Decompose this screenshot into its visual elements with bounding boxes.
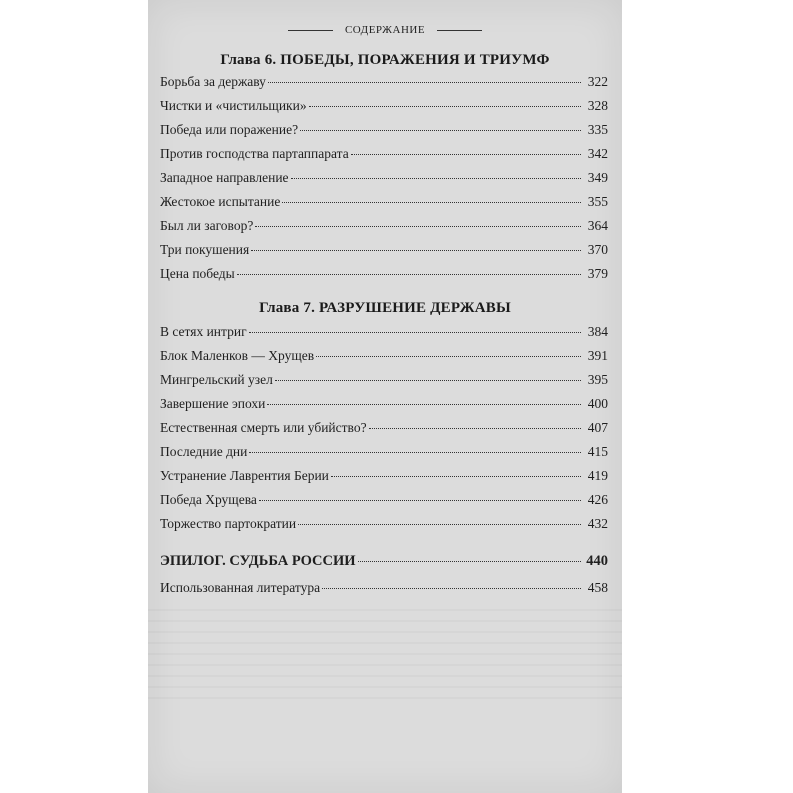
toc-entry-label: Цена победы [160, 266, 235, 281]
dot-leader [358, 561, 581, 562]
dot-leader [251, 250, 581, 251]
toc-entry-page: 400 [587, 396, 608, 411]
toc-entry-page: 364 [587, 218, 608, 233]
toc-entry-label: Западное направление [160, 170, 289, 185]
toc-entry[interactable] [160, 122, 608, 142]
toc-entry-page: 415 [587, 444, 608, 459]
chapter-6-heading: Глава 6. ПОБЕДЫ, ПОРАЖЕНИЯ И ТРИУМФ [220, 52, 550, 68]
toc-entry[interactable] [160, 98, 608, 118]
toc-entry-label: Победа Хрущева [160, 492, 257, 507]
toc-entry[interactable] [160, 146, 608, 166]
toc-entry-label: Блок Маленков — Хрущев [160, 348, 315, 363]
toc-entry[interactable] [160, 266, 608, 286]
dot-leader [291, 178, 581, 179]
running-header [148, 20, 622, 40]
toc-entry-page: 384 [587, 324, 608, 339]
dot-leader [237, 274, 581, 275]
toc-entry-page: 407 [587, 420, 608, 435]
toc-entry-page: 440 [586, 553, 608, 569]
toc-entry-label: Победа или поражение? [160, 122, 299, 137]
toc-entry-page: 349 [587, 170, 608, 185]
dot-leader [249, 452, 581, 453]
toc-entry-label: Чистки и «чистильщики» [160, 98, 307, 113]
toc-entry-label: Использованная литература [160, 580, 321, 595]
toc-entry[interactable] [160, 468, 608, 488]
toc-entry-label: Был ли заговор? [160, 218, 254, 233]
toc-entry-bibliography[interactable] [160, 580, 608, 600]
toc-entry-epilogue[interactable] [160, 553, 608, 573]
toc-entry-label: Против господства партаппарата [160, 146, 349, 161]
dot-leader [369, 428, 581, 429]
toc-entry[interactable] [160, 420, 608, 440]
dot-leader [300, 130, 581, 131]
toc-entry-page: 458 [587, 580, 608, 595]
dot-leader [268, 82, 581, 83]
toc-entry[interactable] [160, 372, 608, 392]
dot-leader [249, 332, 581, 333]
toc-entry[interactable] [160, 242, 608, 262]
header-title: СОДЕРЖАНИЕ [344, 24, 426, 36]
toc-entry-page: 342 [587, 146, 608, 161]
toc-entry-page: 379 [587, 266, 608, 281]
dot-leader [255, 226, 581, 227]
toc-entry-label: Естественная смерть или убийство? [160, 420, 367, 435]
toc-entry-page: 419 [587, 468, 608, 483]
header-rule-left [288, 30, 333, 31]
dot-leader [259, 500, 581, 501]
dot-leader [282, 202, 581, 203]
toc-entry-page: 432 [587, 516, 608, 531]
chapter-7-heading: Глава 7. РАЗРУШЕНИЕ ДЕРЖАВЫ [259, 300, 511, 316]
toc-entry-page: 328 [587, 98, 608, 113]
toc-entry-label: В сетях интриг [160, 324, 247, 339]
toc-entry[interactable] [160, 170, 608, 190]
toc-entry[interactable] [160, 396, 608, 416]
book-page [148, 0, 622, 793]
dot-leader [316, 356, 581, 357]
dot-leader [267, 404, 581, 405]
toc-entry-label: Три покушения [160, 242, 250, 257]
toc-entry[interactable] [160, 324, 608, 344]
toc-entry-label: ЭПИЛОГ. СУДЬБА РОССИИ [160, 553, 356, 569]
toc-entry-label: Завершение эпохи [160, 396, 266, 411]
toc-entry[interactable] [160, 348, 608, 368]
dot-leader [351, 154, 581, 155]
header-rule-right [437, 30, 482, 31]
toc-entry-label: Борьба за державу [160, 74, 266, 89]
toc-entry-page: 426 [587, 492, 608, 507]
toc-entry-page: 322 [587, 74, 608, 89]
toc-entry-page: 370 [587, 242, 608, 257]
toc-entry-label: Устранение Лаврентия Берии [160, 468, 329, 483]
toc-entry-label: Последние дни [160, 444, 248, 459]
dot-leader [275, 380, 581, 381]
dot-leader [309, 106, 581, 107]
toc-entry-page: 391 [587, 348, 608, 363]
toc-entry-label: Торжество партократии [160, 516, 297, 531]
bleed-through-texture [148, 600, 622, 700]
toc-entry[interactable] [160, 194, 608, 214]
toc-entry-label: Жестокое испытание [160, 194, 281, 209]
toc-entry[interactable] [160, 74, 608, 94]
dot-leader [298, 524, 581, 525]
toc-entry-page: 395 [587, 372, 608, 387]
toc-entry-page: 355 [587, 194, 608, 209]
toc-entry-label: Мингрельский узел [160, 372, 273, 387]
toc-entry-page: 335 [587, 122, 608, 137]
toc-entry[interactable] [160, 444, 608, 464]
dot-leader [331, 476, 581, 477]
toc-entry[interactable] [160, 218, 608, 238]
toc-entry[interactable] [160, 492, 608, 512]
dot-leader [322, 588, 581, 589]
toc-entry[interactable] [160, 516, 608, 536]
